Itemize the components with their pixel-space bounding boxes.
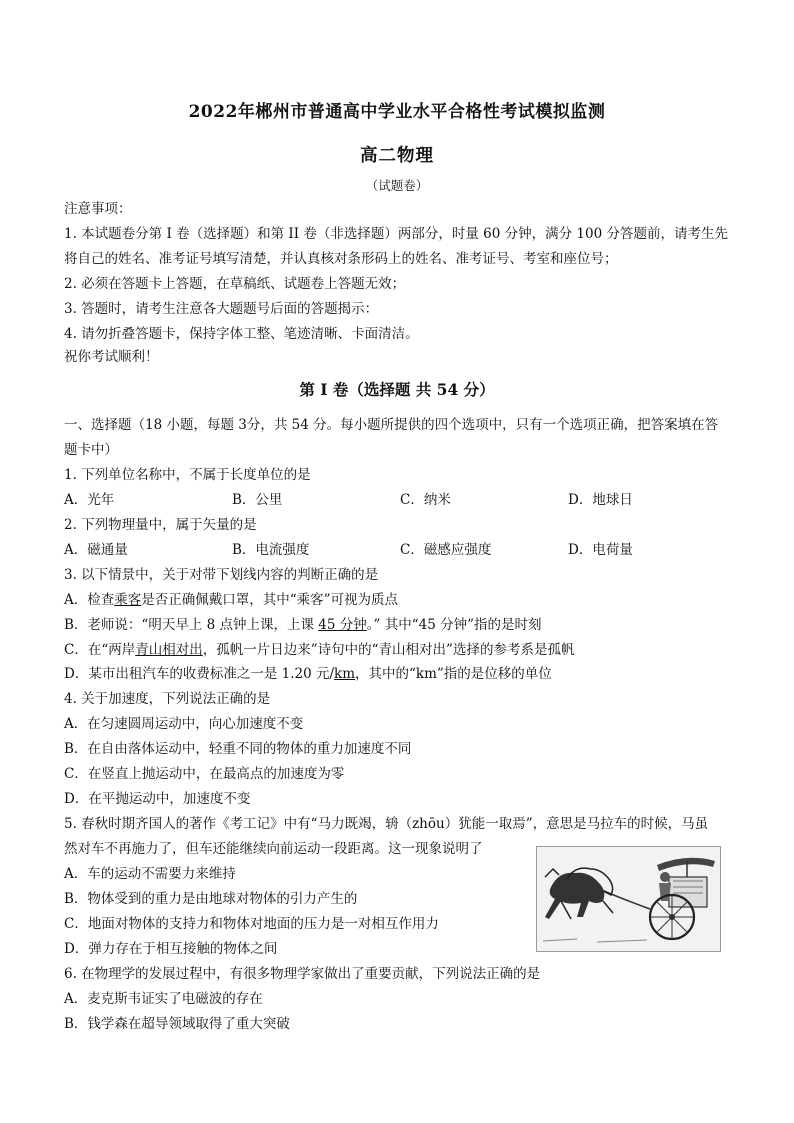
question-4-option-a: A．在匀速圆周运动中，向心加速度不变 — [64, 716, 304, 732]
underlined-term: 乘客 — [114, 592, 142, 608]
question-5-option-b: B．物体受到的重力是由地球对物体的引力产生的 — [64, 891, 358, 907]
notice-item-1: 1. 本试题卷分第 I 卷（选择题）和第 II 卷（非选择题）两部分，时量 60 分钟，满分 100 分答题前，请考生先 — [64, 226, 728, 242]
question-1-option-c: C．纳米 — [400, 492, 451, 508]
notice-item-2: 2. 必须在答题卡上答题，在草稿纸、试题卷上答题无效； — [64, 276, 406, 292]
question-1-option-d: D．地球日 — [568, 492, 633, 508]
question-1-option-b: B．公里 — [232, 492, 283, 508]
question-3-option-b: B．老师说：“明天早上 8 点钟上课，上课 45 分钟。” 其中“45 分钟”指的是时刻 — [64, 617, 542, 633]
question-4-option-d: D．在平抛运动中，加速度不变 — [64, 791, 251, 807]
notice-heading: 注意事项： — [64, 201, 132, 217]
question-3-option-a: A．检查乘客是否正确佩戴口罩，其中“乘客”可视为质点 — [64, 592, 399, 608]
question-4-option-b: B．在自由落体运动中，轻重不同的物体的重力加速度不同 — [64, 741, 412, 757]
underlined-term: km — [334, 666, 355, 682]
exam-subject: 高二物理 — [360, 146, 434, 166]
question-4-option-c: C．在竖直上抛运动中，在最高点的加速度为零 — [64, 766, 345, 782]
question-5-option-d: D．弹力存在于相互接触的物体之间 — [64, 941, 278, 957]
notice-item-4: 4. 请勿折叠答题卡，保持字体工整、笔迹清晰、卡面清洁。 — [64, 326, 419, 342]
underlined-term: 45 分钟 — [318, 617, 367, 633]
horse-chariot-illustration — [536, 846, 721, 952]
question-5-stem-line2: 然对车不再施力了，但车还能继续向前运动一段距离。这一现象说明了 — [64, 841, 483, 857]
notice-item-1-cont: 将自己的姓名、准考证号填写清楚，并认真核对条形码上的姓名、准考证号、考室和座位号； — [64, 251, 618, 267]
question-5-stem-line1: 5. 春秋时期齐国人的著作《考工记》中有“马力既竭，辀（zhōu）犹能一取焉”，意思是马拉车的时候，马虽 — [64, 816, 709, 832]
question-2-stem: 2. 下列物理量中，属于矢量的是 — [64, 517, 257, 533]
question-3-stem: 3. 以下情景中，关于对带下划线内容的判断正确的是 — [64, 567, 379, 583]
notice-closing: 祝你考试顺利！ — [64, 349, 159, 365]
question-1-option-a: A．光年 — [64, 492, 115, 508]
question-2-option-c: C．磁感应强度 — [400, 542, 492, 558]
question-6-stem: 6. 在物理学的发展过程中，有很多物理学家做出了重要贡献，下列说法正确的是 — [64, 966, 541, 982]
question-2-option-d: D．电荷量 — [568, 542, 633, 558]
question-5-option-a: A．车的运动不需要力来维持 — [64, 866, 236, 882]
exam-title: 2022年郴州市普通高中学业水平合格性考试模拟监测 — [188, 102, 606, 122]
question-2-option-a: A．磁通量 — [64, 542, 128, 558]
question-3-option-d: D．某市出租汽车的收费标准之一是 1.20 元/km，其中的“km”指的是位移的单位 — [64, 666, 552, 682]
notice-item-3: 3. 答题时，请考生注意各大题题号后面的答题揭示： — [64, 301, 379, 317]
section-intro-line1: 一、选择题（18 小题，每题 3分，共 54 分。每小题所提供的四个选项中，只有一个选项正确，把答案填在答 — [64, 417, 719, 433]
paper-type-label: （试题卷） — [365, 178, 429, 193]
question-2-option-b: B．电流强度 — [232, 542, 310, 558]
question-4-stem: 4. 关于加速度，下列说法正确的是 — [64, 691, 271, 707]
question-6-option-a: A．麦克斯韦证实了电磁波的存在 — [64, 991, 263, 1007]
question-3-option-c: C．在“两岸青山相对出，孤帆一片日边来”诗句中的“青山相对出”选择的参考系是孤帆 — [64, 642, 575, 658]
question-1-stem: 1. 下列单位名称中，不属于长度单位的是 — [64, 467, 311, 483]
underlined-term: 青山相对出 — [135, 642, 203, 658]
section-intro-line2: 题卡中） — [64, 442, 118, 458]
question-6-option-b: B．钱学森在超导领域取得了重大突破 — [64, 1016, 290, 1032]
question-5-option-c: C．地面对物体的支持力和物体对地面的压力是一对相互作用力 — [64, 916, 439, 932]
section-title: 第 I 卷（选择题 共 54 分） — [299, 380, 495, 399]
